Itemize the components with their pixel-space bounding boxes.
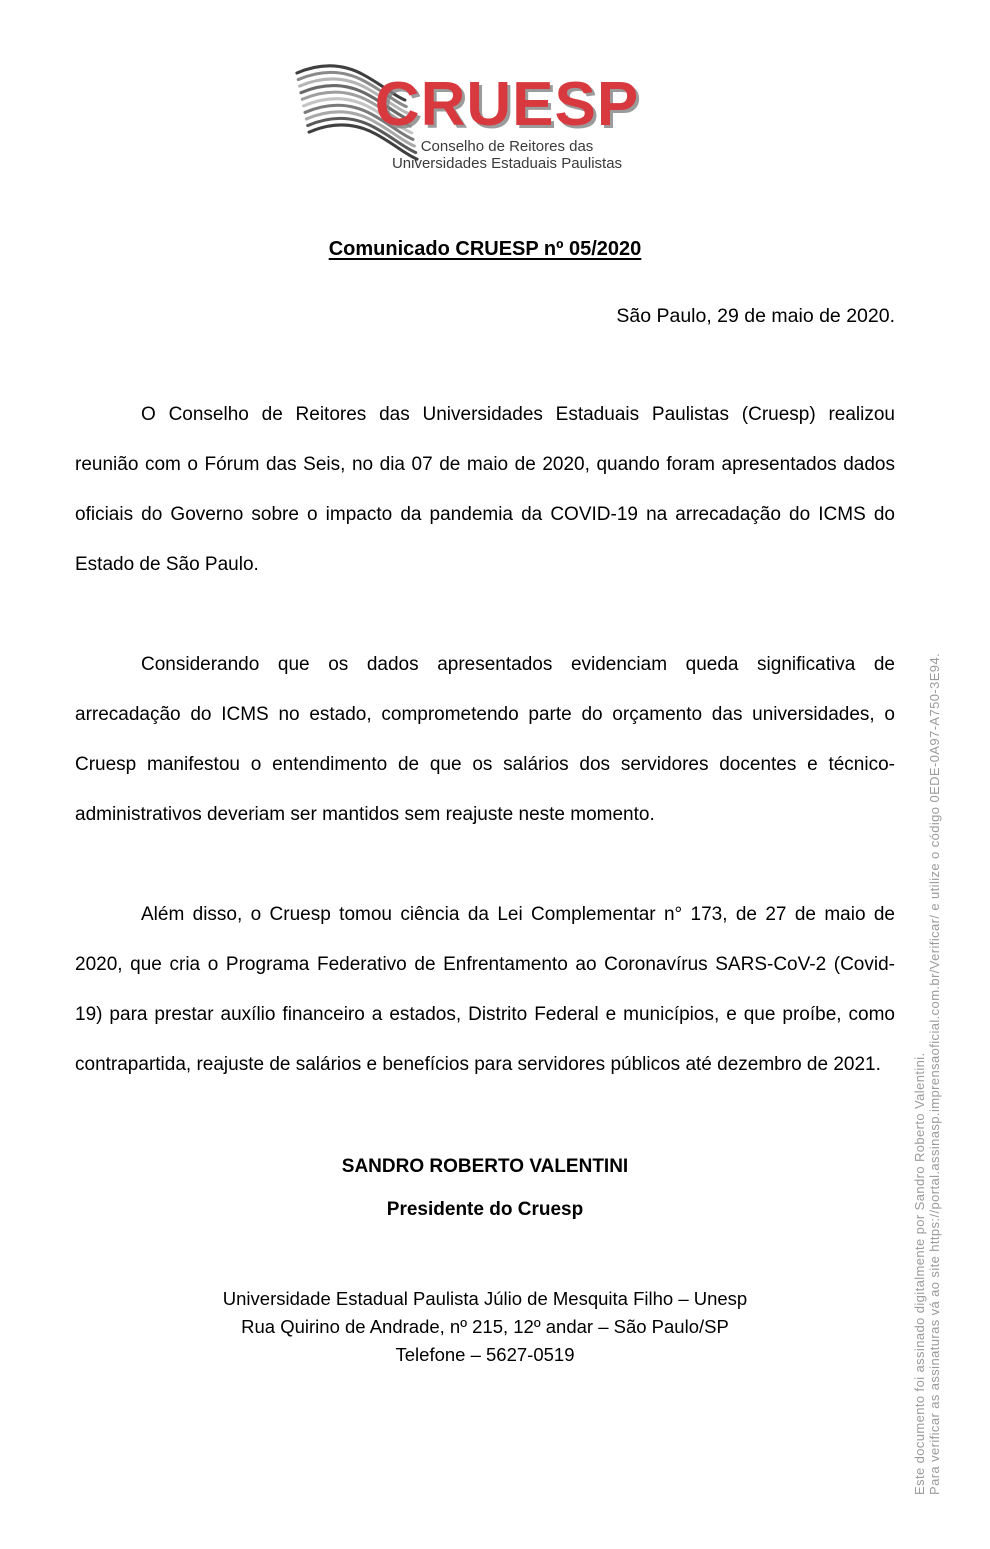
logo-text-block [373,70,641,172]
paragraph-1: O Conselho de Reitores das Universidades Estaduais Paulistas (Cruesp) realizou reunião com o Fórum das Seis, no dia 07 de maio de 2020, quando foram apresentados dados oficiais do Governo sobre o impacto da pandemia da COVID-19 na arrecadação do ICMS do Estado de São Paulo. [75,404,895,575]
logo-subtitle-line-2: Universidades Estaduais Paulistas [391,155,623,172]
signature-name: SANDRO ROBERTO VALENTINI [341,1156,629,1177]
dateline: São Paulo, 29 de maio de 2020. [616,305,895,327]
logo-subtitle [373,138,641,172]
paragraph-2: Considerando que os dados apresentados evidenciam queda significativa de arrecadação do ICMS no estado, comprometendo parte do orçamento das universidades, o Cruesp manifestou o entendimento de que os salários dos servidores docentes e técnico-administrativos deveriam ser mantidos sem reajuste neste momento. [75,654,895,825]
footer-institution: Universidade Estadual Paulista Júlio de Mesquita Filho – Unesp [222,1288,748,1309]
digital-signature-note [912,565,942,1495]
letter-footer [75,1285,895,1369]
footer-phone: Telefone – 5627-0519 [395,1344,575,1365]
letter-content [75,238,895,1369]
paragraph-3: Além disso, o Cruesp tomou ciência da Lei Complementar n° 173, de 27 de maio de 2020, que cria o Programa Federativo de Enfrentamento ao Coronavírus SARS-CoV-2 (Covid-19) para prestar auxílio financeiro a estados, Distrito Federal e municípios, e que proíbe, como contrapartida, reajuste de salários e benefícios para servidores públicos até dezembro de 2021. [75,904,895,1075]
digital-signature-line-1: Este documento foi assinado digitalmente por Sandro Roberto Valentini. [912,1052,927,1495]
signature-role: Presidente do Cruesp [386,1199,584,1220]
logo-subtitle-line-1: Conselho de Reitores das [420,138,594,155]
logo-acronym: CRUESP [374,70,640,139]
footer-address: Rua Quirino de Andrade, nº 215, 12º andar – São Paulo/SP [241,1316,729,1337]
cruesp-logo [285,62,641,174]
document-title: Comunicado CRUESP nº 05/2020 [328,238,642,260]
digital-signature-line-2: Para verificar as assinaturas vá ao site https://portal.assinasp.imprensaoficial.com.br/Verificar/ e utilize o código 0EDE-0A97-A750-3E94. [927,652,942,1495]
